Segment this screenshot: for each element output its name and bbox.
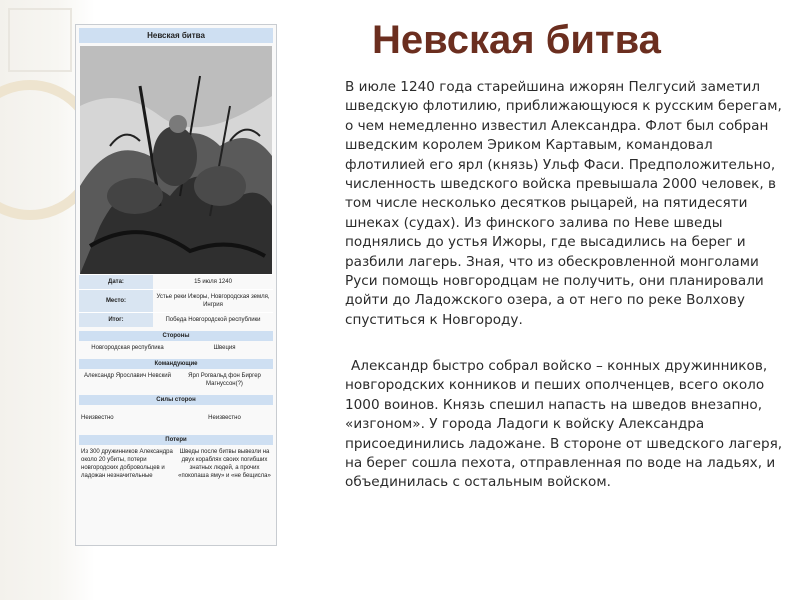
body-paragraph-1: В июле 1240 года старейшина ижорян Пелгусий заметил шведскую флотилию, приближающуюся к русским берегам, о чем немедленно известил Александра. Флот был собран шведским королем Эриком Картавым, командовал флотилией его ярл (князь) Ульф Фаси. Предположительно, численность шведского войска превышала 2000 человек, в том числе несколько десятков рыцарей, на пятидесяти шнеках (судах). Из финского залива по Неве шведы поднялись до устья Ижоры, где высадились на берег и разбили лагерь. Зная, что из обескровленной монголами Руси помощь новгородцам не получить, они планировали дойти до Ладожского озера, а от него по реке Волхову спуститься к Новгороду. <box>345 79 782 328</box>
body-paragraph-2: Александр быстро собрал войско – конных дружинников, новгородских конников и пеших ополченцев, всего около 1000 воинов. Князь спешил напасть на шведов внезапно, «изгоном». У города Ладоги к войску Александра присоединились ладожане. В стороне от шведского лагеря, на берег сошла пехота, отправленная по воде на ладьях, и объединилась с остальным войском. <box>345 358 783 491</box>
background-square-ornament <box>8 8 72 72</box>
battle-engraving-illustration <box>80 46 272 274</box>
infobox-section-losses: Потери <box>79 435 273 445</box>
commander-left: Александр Ярославич Невский <box>84 373 171 379</box>
battle-engraving-image <box>80 46 272 274</box>
infobox-row-date <box>79 274 273 289</box>
infobox-value: Устье реки Ижоры, Новгородская земля, Ингрия <box>156 294 270 308</box>
losses-right: Шведы после битвы вывезли на двух кораблях своих погибших знатных людей, а прочих «покопаша яму» и «не бещисла» <box>178 449 271 479</box>
strength-right: Неизвестно <box>208 415 241 421</box>
commander-right: Ярл Рогвальд фон Биргер Магнуссон(?) <box>188 373 261 387</box>
infobox-pair-losses <box>79 445 273 483</box>
side-left: Новгородская республика <box>91 345 164 351</box>
infobox-title: Невская битва <box>79 28 273 43</box>
infobox-section-commanders: Командующие <box>79 359 273 369</box>
strength-left: Неизвестно <box>81 415 114 421</box>
infobox-value: 15 июля 1240 <box>194 279 232 285</box>
infobox-key: Место: <box>79 290 153 312</box>
losses-left: Из 300 дружинников Александра около 20 убиты, потери новгородских добровольцев и ладожан незначительные <box>81 449 173 479</box>
infobox-section-strength: Силы сторон <box>79 395 273 405</box>
slide-title: Невская битва <box>372 18 661 62</box>
infobox-row-place <box>79 289 273 312</box>
infobox-key: Дата: <box>79 275 153 289</box>
infobox-pair-sides <box>79 341 273 355</box>
infobox-row-result <box>79 312 273 327</box>
infobox-pair-strength <box>79 405 273 431</box>
infobox-section-sides: Стороны <box>79 331 273 341</box>
battle-infobox <box>75 24 277 546</box>
infobox-value: Победа Новгородской республики <box>165 317 261 323</box>
infobox-pair-commanders <box>79 369 273 391</box>
infobox-key: Итог: <box>79 313 153 327</box>
side-right: Швеция <box>213 345 236 351</box>
